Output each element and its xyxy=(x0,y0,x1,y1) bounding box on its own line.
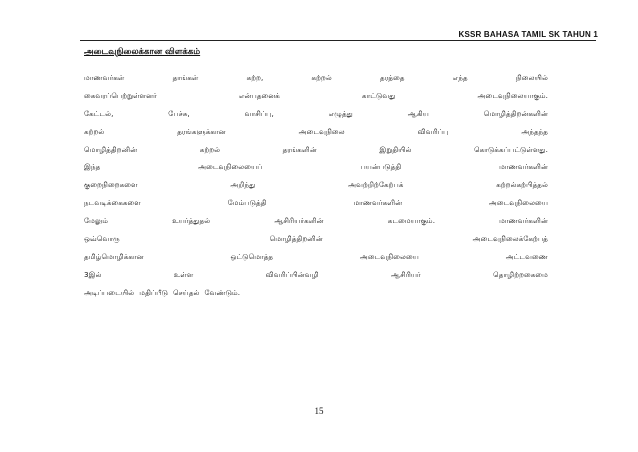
paragraph-word: அடைவுநிலையை xyxy=(488,198,548,208)
paragraph-word: இந்த xyxy=(84,162,101,172)
paragraph-word: பயன்படுத்தி xyxy=(360,162,402,172)
paragraph-word: மாணவர்களின் xyxy=(353,198,403,208)
paragraph-word: கைவரப்பெற்றுள்ளனர் xyxy=(84,90,157,100)
paragraph-line xyxy=(84,141,548,159)
header-rule xyxy=(80,40,596,41)
paragraph-word: கற்றல் xyxy=(84,126,105,136)
paragraph-word: ஆசிரியர்களின் xyxy=(274,216,324,226)
paragraph-word: அடிப்படையில் xyxy=(84,287,135,297)
paragraph-word: இறுதியில் xyxy=(379,144,412,154)
paragraph-word: தொழிற்றகைமை xyxy=(493,269,548,279)
paragraph-word: அட்டவணை xyxy=(505,251,548,261)
paragraph-word: அடைவுநிலைக்கேற்பத் xyxy=(472,234,548,244)
paragraph-word: அந்தந்த xyxy=(521,126,548,136)
paragraph-word: அவற்றிற்கேற்பக் xyxy=(348,180,404,190)
paragraph-word: மேலும் xyxy=(84,216,109,226)
paragraph-word: அடைவுநிலையைப் xyxy=(198,162,263,172)
paragraph-word: தரத்தை xyxy=(380,73,405,82)
paragraph-line xyxy=(84,105,548,123)
paragraph-line xyxy=(84,212,548,230)
paragraph-word: ஒட்டுமொத்த xyxy=(230,251,274,261)
paragraph-word: மொழித்திறனின் xyxy=(269,234,323,244)
running-header: KSSR BAHASA TAMIL SK TAHUN 1 xyxy=(458,30,598,39)
paragraph-word: விவரிப்பு xyxy=(417,126,449,136)
paragraph-word: எழுத்து xyxy=(328,108,353,118)
paragraph-word: செய்தல் xyxy=(173,287,200,297)
paragraph-word: தமிழ்மொழிக்கான xyxy=(84,251,144,261)
paragraph-word: அடைவுநிலை xyxy=(298,126,345,136)
paragraph-word: வாசிப்பு, xyxy=(244,108,274,118)
paragraph-word: நிலையில் xyxy=(515,73,548,82)
paragraph-word: பேச்சு, xyxy=(168,108,190,118)
paragraph-word: கற்றல் xyxy=(199,144,221,154)
paragraph-word: தரங்களின் xyxy=(282,144,317,154)
paragraph-word: வேண்டும். xyxy=(204,287,241,297)
paragraph-word: 3இல் xyxy=(84,269,102,279)
paragraph-line xyxy=(84,158,548,176)
paragraph-line xyxy=(84,123,548,141)
paragraph-line xyxy=(84,194,548,212)
paragraph-word: தாங்கள் xyxy=(172,73,199,82)
paragraph-word: கற்ற, xyxy=(246,73,264,82)
paragraph-word: மேம்படுத்தி xyxy=(227,198,267,208)
paragraph-word: ஆகிய xyxy=(407,108,429,118)
paragraph-line xyxy=(84,266,548,284)
paragraph-line xyxy=(84,87,548,105)
paragraph-word: விவரிப்பின்வழி xyxy=(265,269,319,279)
paragraph-word: மதிப்பீடு xyxy=(139,287,169,297)
paragraph-word: ஆசிரியர் xyxy=(390,269,421,279)
paragraph-word: மாணவர்களின் xyxy=(499,162,548,172)
paragraph-word: கொடுக்கப்பட்டுள்ளது. xyxy=(474,144,548,154)
paragraph-word: நடவடிக்கைகளை xyxy=(84,198,141,208)
paragraph-word: குறைநிறைகளை xyxy=(84,180,138,190)
paragraph-word: கற்றல் xyxy=(311,73,332,82)
paragraph-word: மாணவர்களின் xyxy=(499,216,548,226)
paragraph-word: அடைவுநிலையாகும். xyxy=(477,90,548,100)
paragraph-word: ஒவ்வொரு xyxy=(84,234,120,244)
paragraph-line xyxy=(84,230,548,248)
paragraph-word: கற்றல்கற்பித்தல் xyxy=(496,180,548,190)
paragraph-word: உயர்த்துதல் xyxy=(172,216,211,226)
paragraph-word: மொழித்திறன்களின் xyxy=(483,108,548,118)
paragraph xyxy=(84,69,548,302)
paragraph-word: அடைவுநிலையை xyxy=(359,251,419,261)
paragraph-line xyxy=(84,284,548,302)
section-title: அடைவுநிலைக்கான விளக்கம் xyxy=(84,47,201,57)
paragraph-word: கேட்டல், xyxy=(84,108,114,118)
paragraph-word: காட்டுவது xyxy=(361,90,396,100)
paragraph-word: அறிந்து xyxy=(230,180,256,190)
paragraph-word: உள்ள xyxy=(173,269,194,279)
paragraph-line xyxy=(84,69,548,87)
paragraph-word: என்பதனைக் xyxy=(238,90,280,100)
paragraph-word: கடமையாகும். xyxy=(387,216,435,226)
page-number: 15 xyxy=(314,406,324,416)
paragraph-line xyxy=(84,176,548,194)
paragraph-line xyxy=(84,248,548,266)
paragraph-word: எந்த xyxy=(452,73,468,82)
paragraph-word: மாணவர்கள் xyxy=(84,73,125,82)
paragraph-word: மொழித்திறனின் xyxy=(84,144,138,154)
paragraph-word: தரங்களுக்கான xyxy=(177,126,226,136)
